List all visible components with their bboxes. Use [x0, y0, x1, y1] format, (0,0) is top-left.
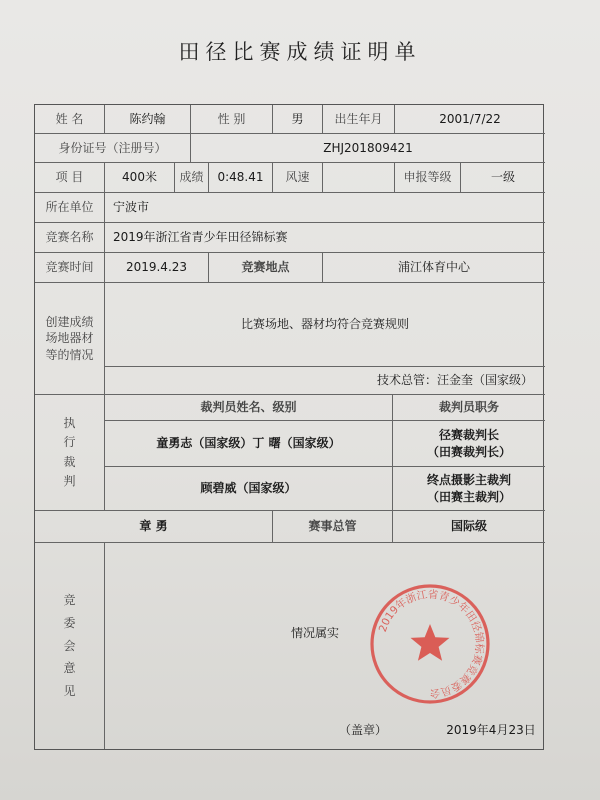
judges-name-header: 裁判员姓名、级别 — [105, 395, 393, 421]
venue-label — [35, 283, 105, 395]
gender-value: 男 — [273, 105, 323, 134]
id-value: ZHJ201809421 — [191, 134, 545, 163]
judges-role-1 — [393, 421, 545, 467]
judges-label — [35, 395, 105, 511]
committee-label — [35, 543, 105, 749]
id-label: 身份证号（注册号） — [35, 134, 191, 163]
judges-label-char: 执 — [63, 416, 76, 431]
venue-label-line: 创建成绩 — [45, 315, 94, 330]
level-label: 申报等级 — [395, 163, 461, 193]
unit-label: 所在单位 — [35, 193, 105, 223]
name-label: 姓 名 — [35, 105, 105, 134]
name-value: 陈约翰 — [105, 105, 191, 134]
birth-value: 2001/7/22 — [395, 105, 545, 134]
manager-level: 国际级 — [393, 511, 545, 543]
venue-label-line: 场地器材 — [45, 331, 94, 346]
judges-label-char: 判 — [63, 473, 76, 488]
event-label: 项 目 — [35, 163, 105, 193]
judges-role-header: 裁判员职务 — [393, 395, 545, 421]
wind-label: 风速 — [273, 163, 323, 193]
committee-label-char: 见 — [63, 684, 76, 699]
stamp-note: （盖章） — [338, 722, 387, 737]
judges-names-2: 顾碧威（国家级） — [105, 467, 393, 511]
venue-label-line: 等的情况 — [45, 347, 94, 362]
committee-label-char: 竞 — [63, 593, 76, 607]
judges-names-1: 童勇志（国家级）丁 曙（国家级） — [105, 421, 393, 467]
judges-role-line: 终点摄影主裁判 — [426, 473, 511, 488]
competition-label: 竞赛名称 — [35, 223, 105, 253]
official-seal — [366, 580, 494, 708]
event-value: 400米 — [105, 163, 175, 193]
birth-label: 出生年月 — [323, 105, 395, 134]
wind-value — [323, 163, 395, 193]
level-value: 一级 — [461, 163, 545, 193]
seal-arc-text: 2019年浙江省青少年田径锦标赛竞赛委员会 — [376, 588, 486, 700]
committee-opinion: 情况属实 — [290, 625, 339, 640]
place-value: 浦江体育中心 — [323, 253, 545, 283]
time-value: 2019.4.23 — [105, 253, 209, 283]
result-value: 0:48.41 — [209, 163, 273, 193]
time-label: 竞赛时间 — [35, 253, 105, 283]
document-title: 田径比赛成绩证明单 — [178, 40, 422, 64]
manager-label: 赛事总管 — [273, 511, 393, 543]
judges-role-line: （田赛主裁判） — [426, 489, 511, 504]
judges-label-char: 裁 — [63, 454, 76, 469]
committee-label-char: 委 — [63, 615, 76, 630]
committee-date: 2019年4月23日 — [446, 722, 536, 737]
manager-name: 章 勇 — [35, 511, 273, 543]
judges-role-line: （田赛裁判长） — [426, 444, 511, 459]
competition-value: 2019年浙江省青少年田径锦标赛 — [105, 223, 545, 253]
unit-value: 宁波市 — [105, 193, 545, 223]
judges-role-2 — [393, 467, 545, 511]
gender-label: 性 别 — [191, 105, 273, 134]
venue-description: 比赛场地、器材均符合竞赛规则 — [105, 283, 545, 367]
place-label: 竞赛地点 — [209, 253, 323, 283]
seal-star-icon — [411, 624, 450, 661]
committee-label-char: 意 — [63, 661, 76, 676]
technical-supervisor: 技术总管：汪金奎（国家级） — [105, 367, 545, 395]
result-label: 成绩 — [175, 163, 209, 193]
judges-role-line: 径赛裁判长 — [438, 428, 499, 443]
committee-label-char: 会 — [63, 638, 76, 653]
judges-label-char: 行 — [63, 435, 76, 450]
